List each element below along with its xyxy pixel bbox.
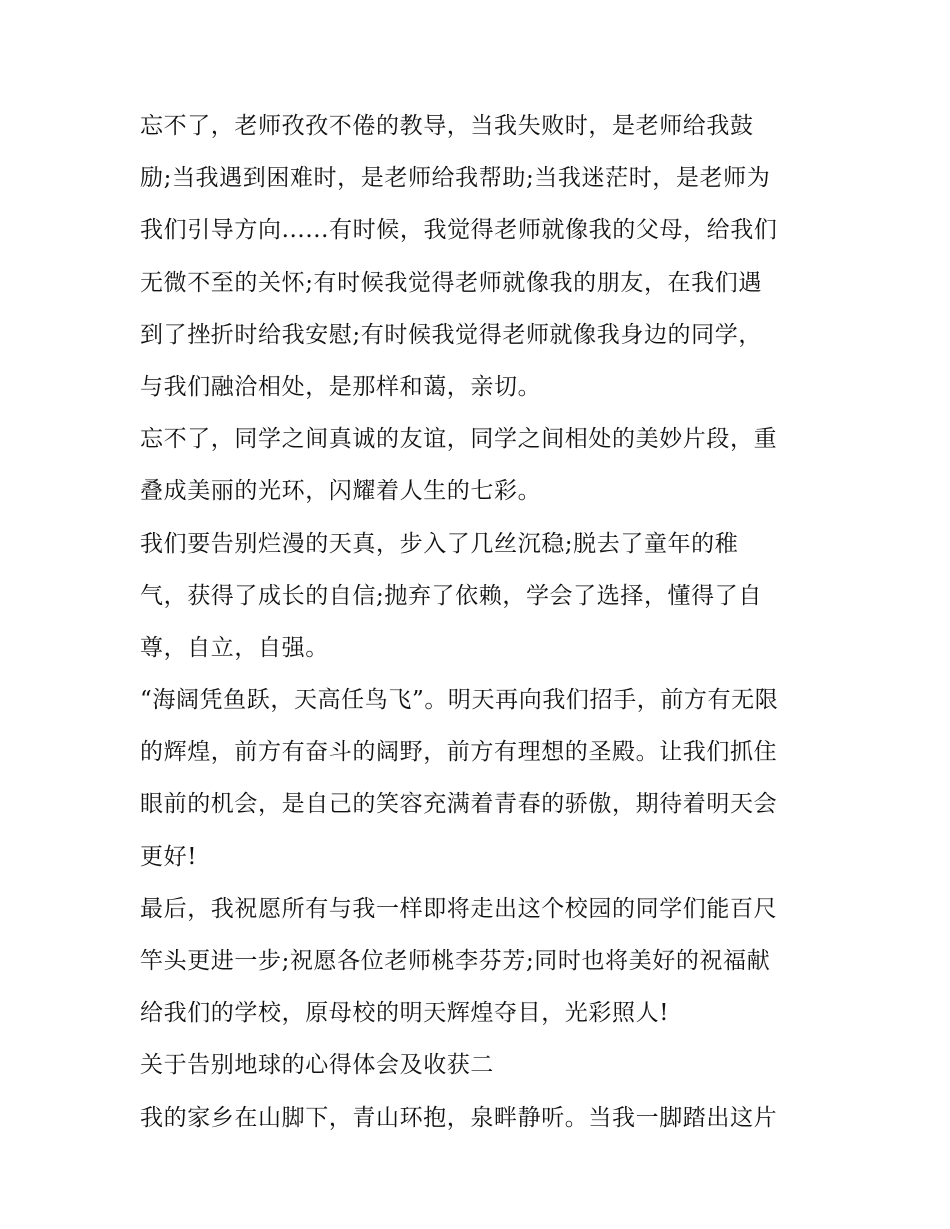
text-line: 忘不了，老师孜孜不倦的教导，当我失败时，是老师给我鼓 [140,113,754,139]
text-line: 我们引导方向......有时候，我觉得老师就像我的父母，给我们 [140,217,778,244]
text-line: 叠成美丽的光环，闪耀着人生的七彩。 [140,478,542,505]
text-line: 我的家乡在山脚下，青山环抱，泉畔静听。当我一脚踏出这片 [140,1104,778,1131]
text-line: 励;当我遇到困难时，是老师给我帮助;当我迷茫时，是老师为 [140,165,771,192]
text-line: 眼前的机会，是自己的笑容充满着青春的骄傲，期待着明天会 [140,791,778,818]
text-line: 与我们融洽相处，是那样和蔼，亲切。 [140,373,542,400]
document-body [140,104,820,1148]
text-line: 气，获得了成长的自信;抛弃了依赖，学会了选择，懂得了自 [140,582,762,609]
text-line: 忘不了，同学之间真诚的友谊，同学之间相处的美妙片段，重 [140,426,778,453]
text-line: 更好! [140,843,198,870]
text-line: 的辉煌，前方有奋斗的阔野，前方有理想的圣殿。让我们抓住 [140,739,778,766]
text-line: “海阔凭鱼跃，天高任鸟飞”。明天再向我们招手，前方有无限 [140,687,779,714]
section-heading: 关于告别地球的心得体会及收获二 [140,1052,494,1079]
text-line: 无微不至的关怀;有时候我觉得老师就像我的朋友，在我们遇 [140,269,762,296]
text-line: 给我们的学校，原母校的明天辉煌夺目，光彩照人! [140,1000,670,1027]
text-line: 竿头更进一步;祝愿各位老师桃李芬芳;同时也将美好的祝福献 [140,948,771,974]
text-line: 最后，我祝愿所有与我一样即将走出这个校园的同学们能百尺 [140,895,778,922]
text-line: 尊，自立，自强。 [140,634,329,661]
text-line: 我们要告别烂漫的天真，步入了几丝沉稳;脱去了童年的稚 [140,530,739,557]
text-line: 到了挫折时给我安慰;有时候我觉得老师就像我身边的同学， [140,321,762,348]
